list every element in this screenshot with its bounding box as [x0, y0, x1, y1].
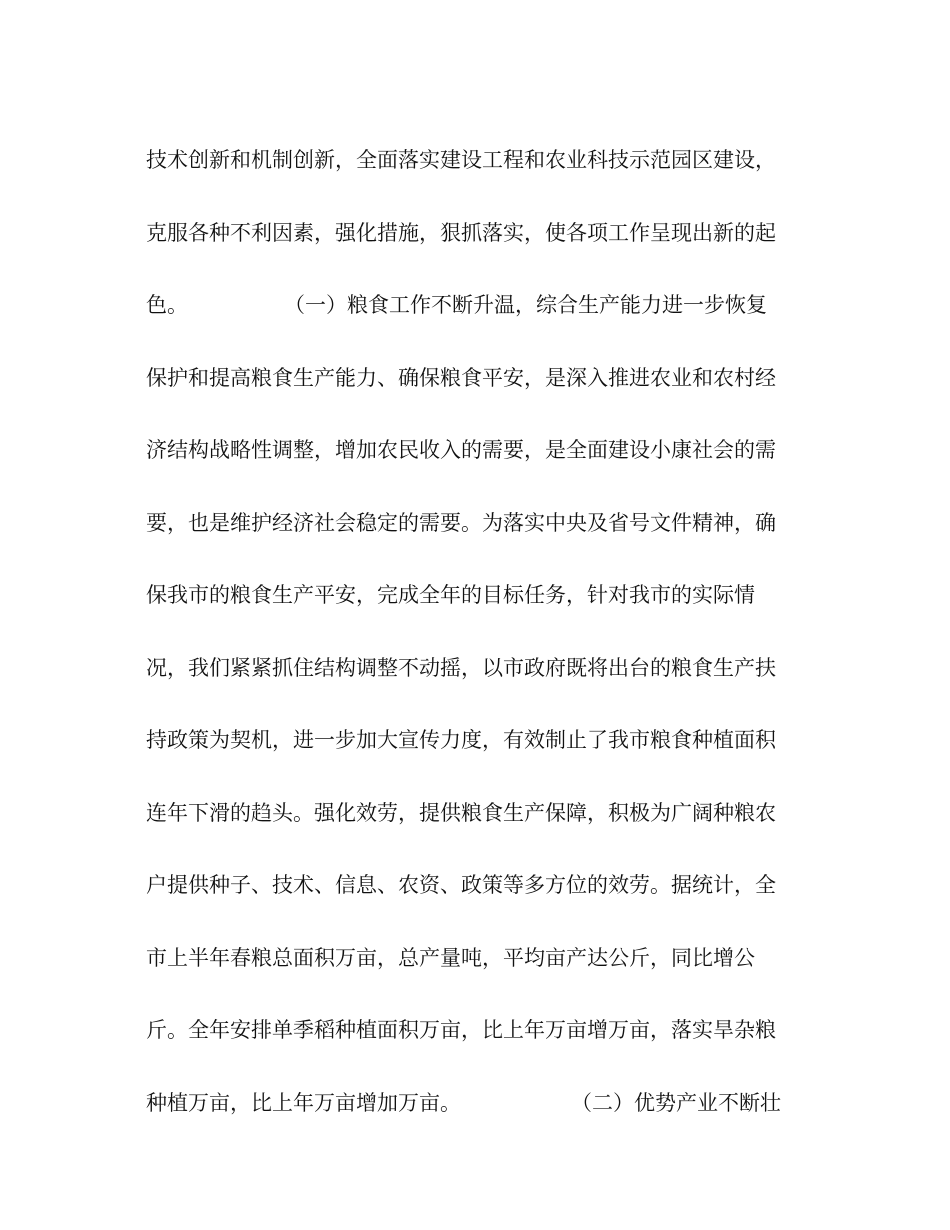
- text-line-13: 斤。全年安排单季稻种植面积万亩，比上年万亩增万亩，落实旱杂粮: [146, 1018, 776, 1042]
- text-line-9: 持政策为契机，进一步加大宣传力度，有效制止了我市粮食种植面积: [146, 728, 776, 752]
- paragraph-end-text: 色。: [146, 293, 188, 317]
- text-line-12: 市上半年春粮总面积万亩，总产量吨，平均亩产达公斤，同比增公: [146, 945, 755, 970]
- section-heading-1: （一）粮食工作不断升温，综合生产能力进一步恢复: [284, 293, 767, 317]
- text-line-6: 要，也是维护经济社会稳定的需要。为落实中央及省号文件精神，确: [146, 510, 776, 535]
- paragraph-end-text: 种植万亩，比上年万亩增加万亩。: [146, 1090, 461, 1115]
- text-line-7: 保我市的粮食生产平安，完成全年的目标任务，针对我市的实际情: [146, 583, 755, 607]
- body-text: [146, 124, 806, 1139]
- section-heading-2: （二）优势产业不断壮: [571, 1090, 781, 1115]
- text-line-1: 技术创新和机制创新，全面落实建设工程和农业科技示范园区建设，: [146, 148, 776, 172]
- text-line-11: 户提供种子、技术、信息、农资、政策等多方位的效劳。据统计，全: [146, 873, 776, 897]
- text-line-8: 况，我们紧紧抓住结构调整不动摇，以市政府既将出台的粮食生产扶: [146, 655, 776, 680]
- text-line-4: 保护和提高粮食生产能力、确保粮食平安，是深入推进农业和农村经: [146, 365, 776, 390]
- text-line-10: 连年下滑的趋头。强化效劳，提供粮食生产保障，积极为广阔种粮农: [146, 800, 776, 825]
- text-line-3: [146, 269, 806, 342]
- text-line-2: 克服各种不利因素，强化措施，狠抓落实，使各项工作呈现出新的起: [146, 220, 776, 245]
- text-line-14: [146, 1067, 806, 1140]
- text-line-5: 济结构战略性调整，增加农民收入的需要，是全面建设小康社会的需: [146, 438, 776, 462]
